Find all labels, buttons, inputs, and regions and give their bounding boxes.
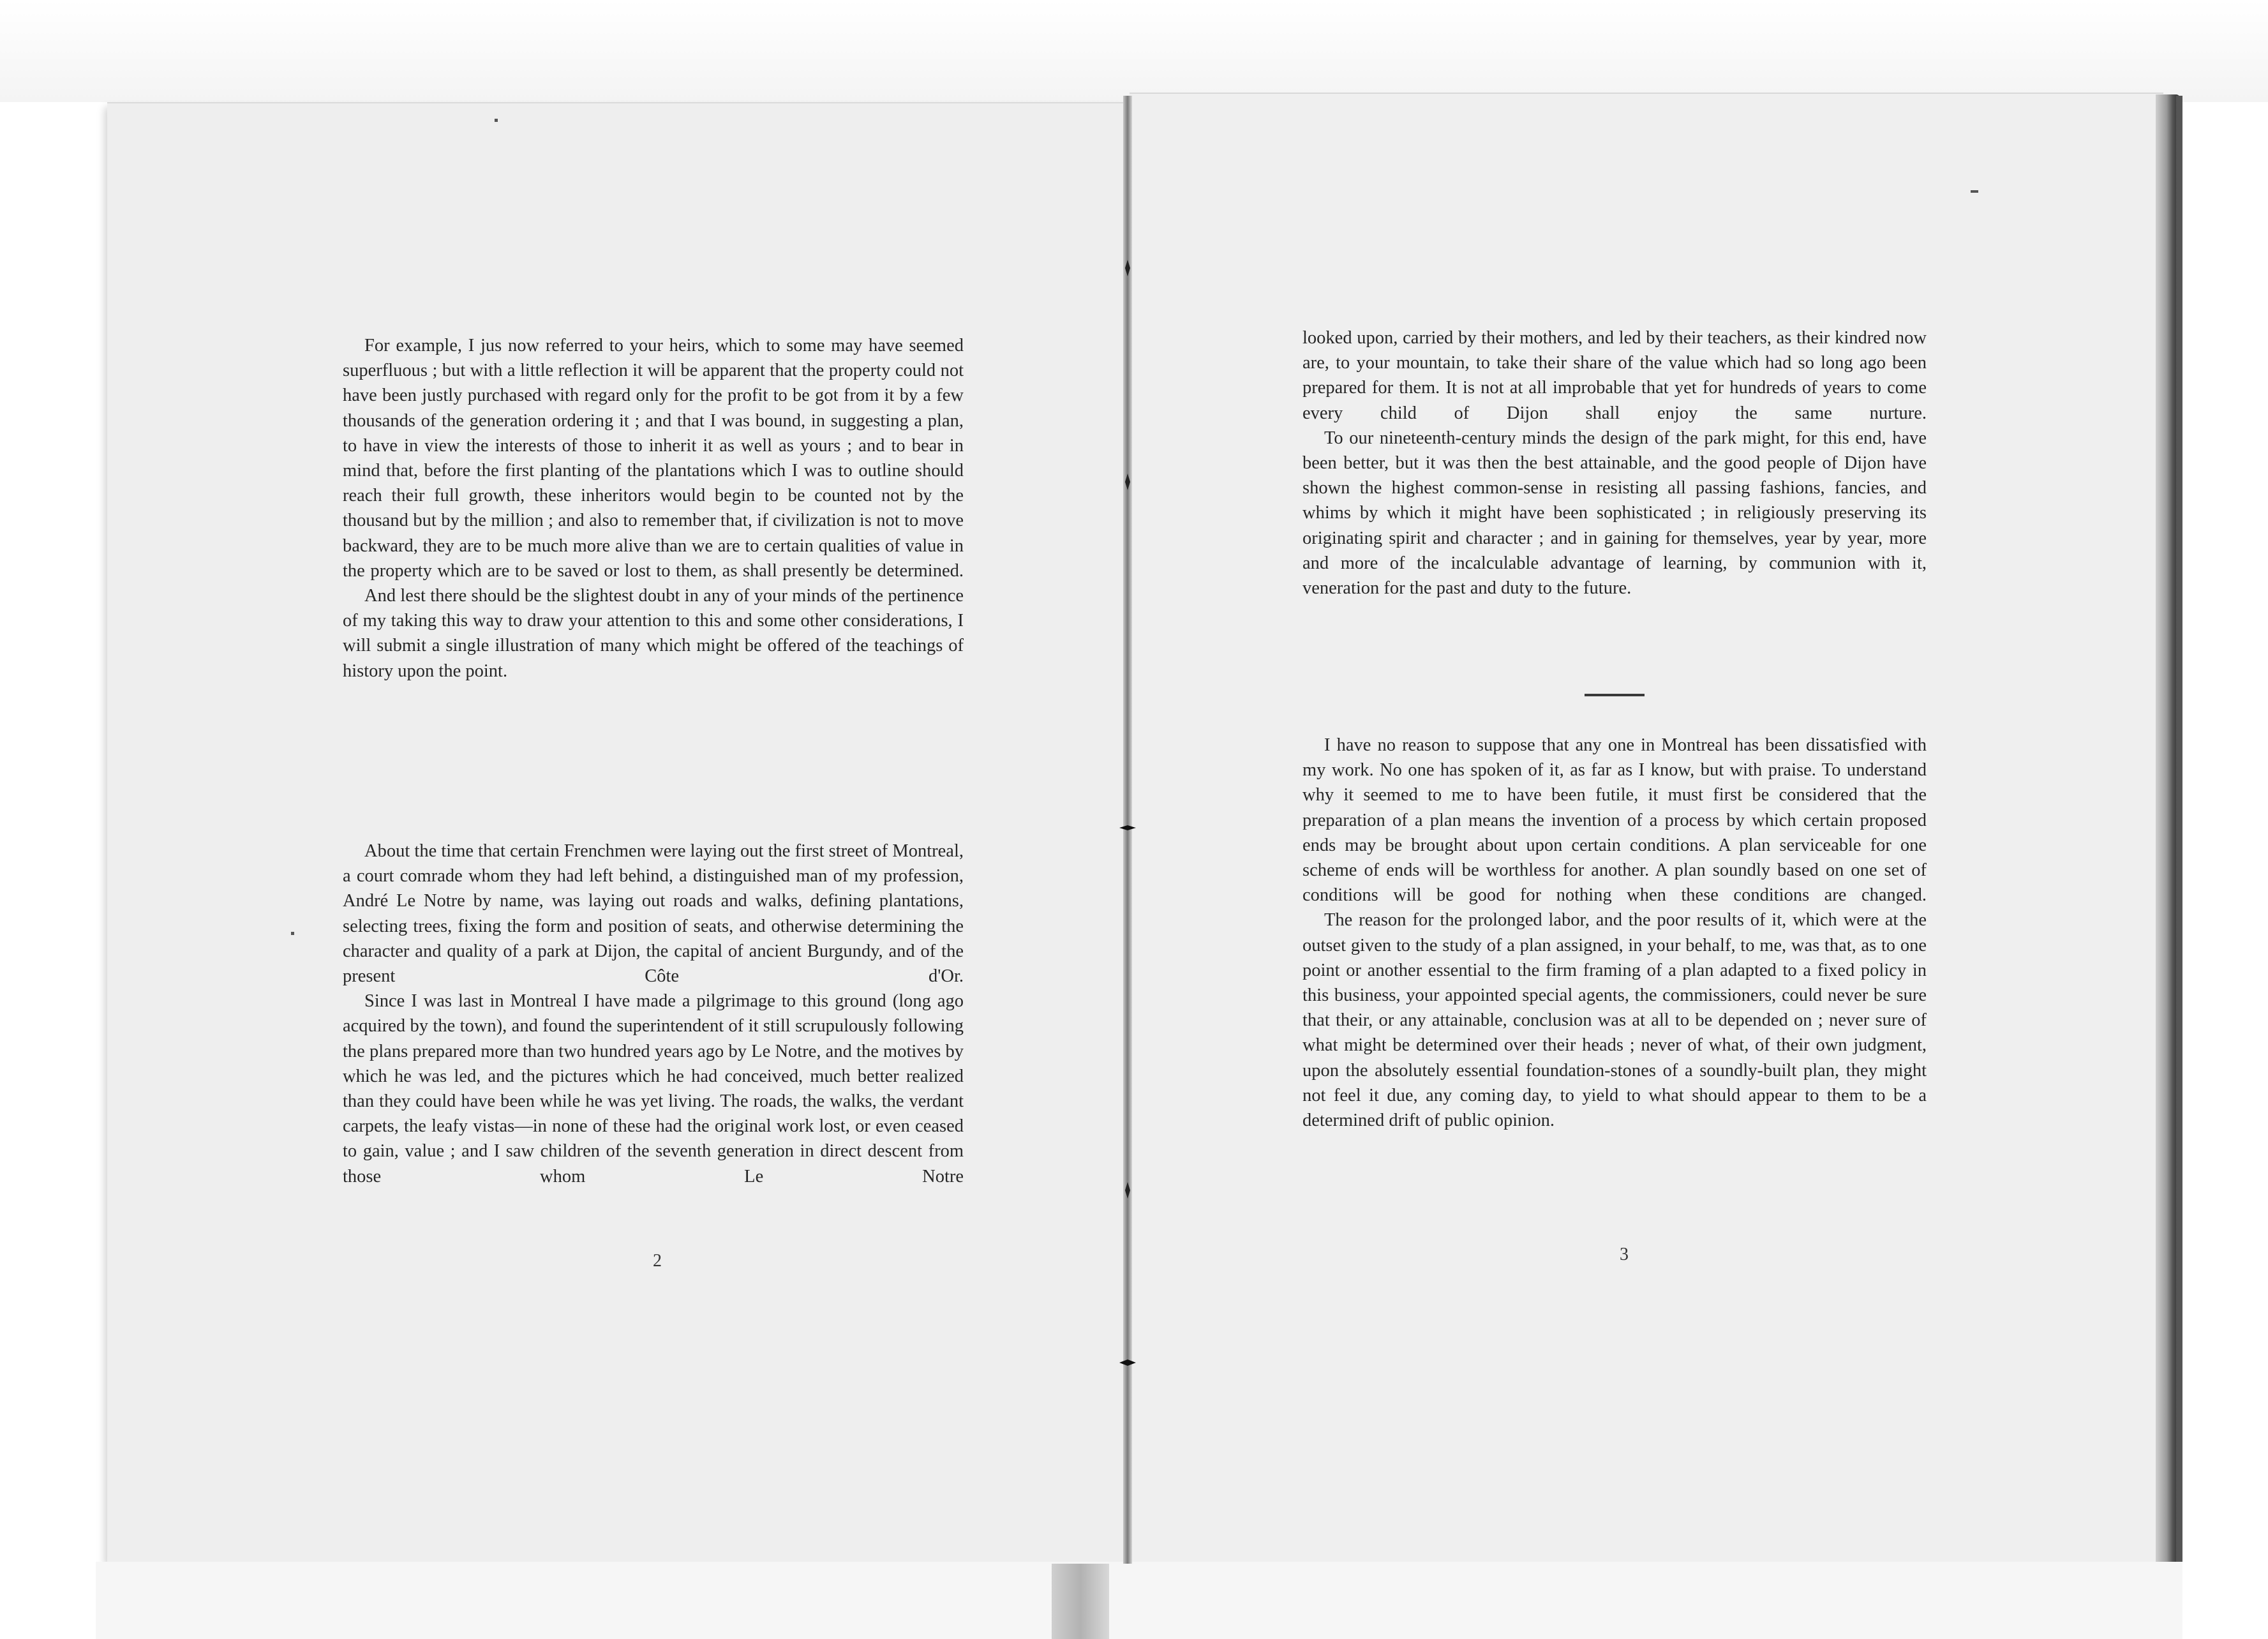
paragraph: looked upon, carried by their mothers, and led by their teachers, as their kindred now are, to your mountain, to take their share of the value which had so long ago been prepared for them. It is not at all improbable that yet for hundreds of years to come every child of Dijon shall enjoy the same nurture. — [1302, 328, 1927, 423]
background — [0, 0, 2268, 102]
page-number: 2 — [653, 1251, 662, 1271]
paragraph: And lest there should be the slightest doubt in any of your minds of the pertinence of my taking this way to draw your attention to this and some other considerations, I will submit a single illustration of many which might be offered of the teachings of history upon the point. — [343, 586, 964, 681]
left-page — [107, 102, 1128, 1562]
binding-stitch-icon — [1118, 472, 1137, 491]
paragraph: I have no reason to suppose that any one in Montreal has been dissatisfied with my work. No one has spoken of it, as far as I know, but with praise. To understand why it seemed to me to have been futile, it must first be considered that the preparation of a plan means the invention of a process by which certain proposed ends may be brought about upon certain conditions. A plan serviceable for one scheme of ends will be worthless for another. A plan soundly based on one set of conditions will be good for nothing when these conditions are changed. — [1302, 735, 1927, 906]
section-divider — [1585, 694, 1645, 696]
paragraph: For example, I jus now referred to your heirs, which to some may have seemed superfluous ; but with a little reflection it will be apparent that the property could not have been justly purchased with regard only for the profit to be got from it by a few thousands of the generation ordering it ; and that I was bound, in suggesting a plan, to have in view the interests of those to inherit it as well as yours ; and to bear in mind that, before the first planting of the plantations which I was to outline should reach their full growth, these inheritors would begin to be counted not by the thousand but by the million ; and also to remember that, if civilization is not to move backward, they are to be much more alive than we are to certain qualities of value in the property which are to be saved or lost to them, as shall presently be determined. — [343, 336, 964, 581]
right-text-section-2 — [1302, 733, 1927, 1133]
binding-stitch-icon — [1118, 258, 1137, 278]
paragraph: About the time that certain Frenchmen were laying out the first street of Montreal, a court comrade whom they had left behind, a distinguished man of my profession, André Le Notre by name, was laying out roads and walks, defining plantations, selecting trees, fixing the form and position of seats, and otherwise determining the character and quality of a park at Dijon, the capital of ancient Burgundy, and of the present Côte d'Or. — [343, 841, 964, 987]
binding-stitch-icon — [1118, 818, 1137, 837]
page-number: 3 — [1620, 1245, 1629, 1264]
binding-stitch-icon — [1118, 1353, 1137, 1372]
paper-speck — [1971, 190, 1978, 193]
left-text-section-1 — [343, 333, 964, 684]
paragraph: The reason for the prolonged labor, and the poor results of it, which were at the outset given to the study of a plan assigned, in your behalf, to me, was that, as to one point or another essential to the firm framing of a plan adapted to a fixed policy in this business, your appointed special agents, the commissioners, could never be sure that their, or any attainable, conclusion was at all to be depended on ; never sure of what might be determined over their heads ; never of what, of their own judgment, upon the absolutely essential foundation-stones of a soundly-built plan, they might not feel it due, any coming day, to yield to what should appear to them to be a determined drift of public opinion. — [1302, 910, 1927, 1131]
table-surface — [96, 1562, 2182, 1639]
paper-speck — [291, 932, 294, 935]
paragraph: Since I was last in Montreal I have made a pilgrimage to this ground (long ago acquired by the town), and found the superintendent of it still scrupulously following the plans prepared more than two hundred years ago by Le Notre, and the motives by which he was led, and the pictures which he had conceived, much better realized than they could have been while he was yet living. The roads, the walks, the verdant carpets, the leafy vistas—in none of these had the original work lost, or even ceased to gain, value ; and I saw children of the seventh generation in direct descent from those whom Le Notre — [343, 991, 964, 1186]
left-text-section-2 — [343, 839, 964, 1189]
ribbon-bookmark — [1052, 1564, 1109, 1639]
paper-speck — [495, 119, 498, 122]
right-text-section-1 — [1302, 326, 1927, 601]
book-cover-edge — [2176, 96, 2182, 1564]
binding-stitch-icon — [1118, 1181, 1137, 1200]
paragraph: To our nineteenth-century minds the design of the park might, for this end, have been better, but it was then the best attainable, and the good people of Dijon have shown the highest common-sense in resisting all passing fashions, fancies, and whims by which it might have been sophisticated ; in religiously preserving its originating spirit and character ; and in gaining for themselves, year by year, more and more of the incalculable advantage of learning, by communion with it, veneration for the past and duty to the future. — [1302, 428, 1927, 599]
